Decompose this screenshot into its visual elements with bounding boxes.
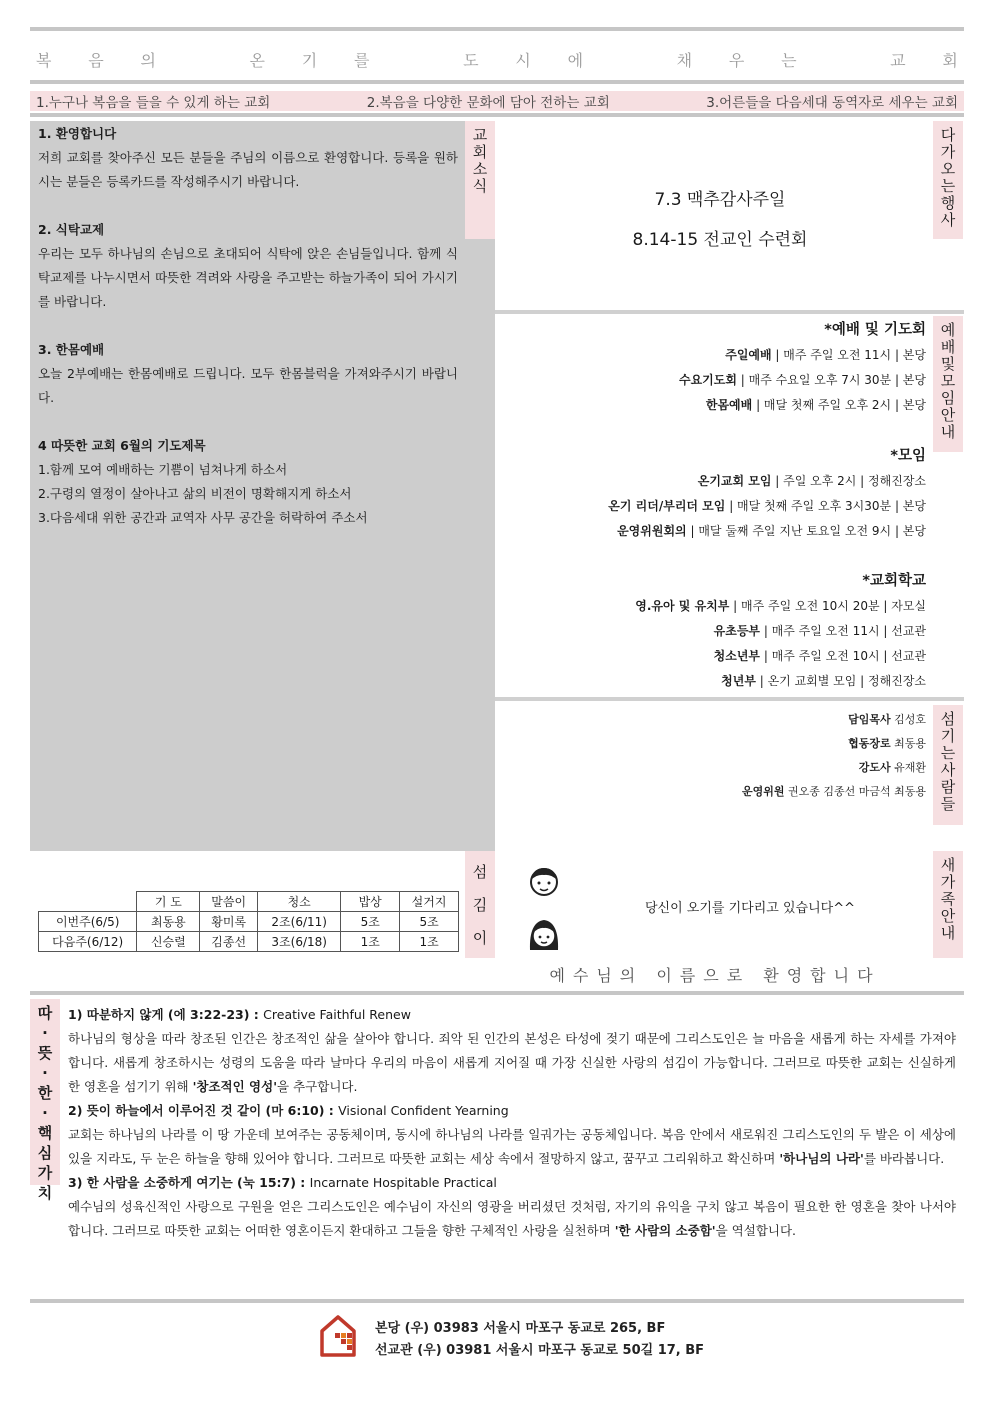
core-tab-char: 심 — [37, 1144, 53, 1162]
core-values — [68, 1003, 956, 1243]
staff-row: 협동장로 최동용 — [848, 737, 926, 750]
school-header: *교회학교 — [862, 573, 926, 589]
table-header: 밥상 — [341, 892, 400, 912]
goal-item: 3.어른들을 다음세대 동역자로 세우는 교회 — [706, 95, 958, 111]
table-header-row — [39, 892, 459, 912]
schedule-row: 영.유아 및 유치부 | 매주 주일 오전 10시 20분 | 자모실 — [635, 599, 926, 613]
worship-header: *예배 및 기도회 — [824, 322, 926, 338]
news-body: 우리는 모두 하나님의 손님으로 초대되어 식탁에 앉은 손님들입니다. 함께 식탁교제를 나누시면서 따뜻한 격려와 사랑을 주고받는 하늘가족이 되어 가시기를 바랍니다. — [38, 246, 458, 309]
newfamily-tab-label: 새가족안내 — [933, 851, 963, 958]
serve-tab-char: 김 — [472, 896, 488, 914]
table-cell: 김종선 — [200, 932, 258, 952]
table-header: 설거지 — [400, 892, 459, 912]
core-value-body: 하나님의 형상을 따라 창조된 인간은 창조적인 삶을 살아야 합니다. 죄악 된 인간의 본성은 타성에 젖기 때문에 그리스도인은 늘 마음을 새롭게 하는 자세를 가져야합니다. 새롭게 창조하시는 성령의 도움을 따라 날마다 우리의 마음이 새롭게 지어질 때 가장 신실한 사랑의 섬김이 가능합니다. 그러므로 따뜻한 교회는 신실하게 한 영혼을 섬기기 위해 '창조적인 영성'을 추구합니다. — [68, 1031, 957, 1094]
core-rule — [30, 991, 964, 995]
motto-char: 온 — [249, 51, 265, 70]
motto-char: 회 — [942, 51, 958, 70]
core-tab-char: 한 — [37, 1084, 53, 1102]
newcomer-message: 당신이 오기를 기다리고 있습니다^^ — [645, 901, 855, 916]
table-header: 기 도 — [137, 892, 200, 912]
motto-char: 우 — [728, 51, 745, 70]
motto-char: 도 — [463, 51, 479, 70]
core-tab-char: 가 — [37, 1164, 53, 1182]
news-panel-strip — [465, 239, 495, 851]
motto-char: 에 — [567, 51, 584, 70]
church-motto — [36, 48, 958, 70]
news-title: 2. 식탁교제 — [38, 222, 105, 237]
address-line: 본당 (우) 03983 서울시 마포구 동교로 265, BF — [375, 1321, 666, 1336]
motto-char — [833, 48, 853, 70]
core-tab-char: 치 — [37, 1184, 53, 1202]
footer-rule — [30, 1299, 964, 1303]
motto-char: 음 — [88, 51, 104, 70]
prayer-item: 2.구령의 열정이 살아나고 삶의 비전이 명확해지게 하소서 — [38, 486, 352, 501]
welcome-banner: 예수님의 이름으로 환영합니다 — [549, 966, 881, 985]
motto-char — [193, 48, 213, 70]
school-schedule — [500, 569, 926, 694]
duty-table — [38, 891, 459, 952]
table-row — [39, 932, 459, 952]
news-title: 1. 환영합니다 — [38, 126, 117, 141]
schedule-row: 주일예배 | 매주 주일 오전 11시 | 본당 — [725, 348, 926, 362]
table-header: 말씀이 — [200, 892, 258, 912]
motto-rule — [30, 80, 964, 84]
core-values-tab — [30, 999, 60, 1202]
table-cell: 황미록 — [200, 912, 258, 932]
table-cell: 최동용 — [137, 912, 200, 932]
motto-char — [620, 48, 640, 70]
staff-row: 강도사 유재환 — [858, 761, 926, 774]
core-tab-char: · — [42, 1024, 48, 1042]
table-cell: 1조 — [341, 932, 400, 952]
core-tab-char: 따 — [37, 1004, 53, 1022]
table-cell: 5조 — [341, 912, 400, 932]
meeting-schedule — [500, 444, 926, 544]
staff-row: 담임목사 김성호 — [848, 713, 926, 726]
event-item: 8.14-15 전교인 수련회 — [632, 230, 808, 250]
goal-item: 1.누구나 복음을 들을 수 있게 하는 교회 — [36, 95, 271, 111]
news-tab-label: 교회소식 — [465, 121, 495, 239]
table-cell: 1조 — [400, 932, 459, 952]
table-cell: 5조 — [400, 912, 459, 932]
core-value-body: 예수님의 성육신적인 사랑으로 구원을 얻은 그리스도인은 예수님이 자신의 영광을 버리셨던 것처럼, 자기의 유익을 구치 않고 복음이 필요한 한 영혼을 찾아 나서야 합니다. 그러므로 따뜻한 교회는 어떠한 영혼이든지 환대하고 그들을 향한 구체적인 사랑을 실천하며 '한 사람의 소중함'을 역설합니다. — [68, 1199, 956, 1238]
motto-char: 의 — [140, 51, 156, 70]
serve-tab-char: 섬 — [472, 863, 488, 881]
table-row — [39, 912, 459, 932]
schedule-row: 온기교회 모임 | 주일 오후 2시 | 정해진장소 — [697, 474, 926, 488]
worship-schedule — [500, 318, 926, 418]
news-title: 3. 한몸예배 — [38, 342, 105, 357]
events-tab-label: 다가오는행사 — [933, 121, 963, 239]
news-body: 저희 교회를 찾아주신 모든 분들을 주님의 이름으로 환영합니다. 등록을 원하시는 분들은 등록카드를 작성해주시기 바랍니다. — [38, 150, 458, 189]
table-cell — [39, 892, 137, 912]
core-tab-char: 뜻 — [37, 1044, 53, 1062]
motto-char: 를 — [354, 51, 370, 70]
core-value-title: 2) 뜻이 하늘에서 이루어진 것 같이 (마 6:10) : Visional Confident Yearning — [68, 1103, 509, 1118]
core-value-title: 1) 따분하지 않게 (에 3:22-23) : Creative Faithful Renew — [68, 1007, 411, 1022]
table-header: 청소 — [258, 892, 341, 912]
footer-address — [375, 1318, 704, 1362]
goals-rule — [30, 113, 964, 117]
motto-char: 시 — [515, 51, 531, 70]
goal-item: 2.복음을 다양한 문화에 담아 전하는 교회 — [366, 95, 610, 111]
serve-tab-label — [465, 851, 495, 958]
motto-char: 는 — [781, 51, 797, 70]
table-cell: 2조(6/11) — [258, 912, 341, 932]
table-cell: 이번주(6/5) — [39, 912, 137, 932]
section-divider — [495, 310, 964, 314]
event-item: 7.3 맥추감사주일 — [654, 190, 786, 210]
table-cell: 다음주(6/12) — [39, 932, 137, 952]
schedule-row: 청년부 | 온기 교회별 모임 | 정해진장소 — [721, 674, 926, 688]
motto-char: 교 — [890, 51, 906, 70]
staff-tab-label: 섬기는사람들 — [933, 705, 963, 825]
section-divider — [495, 697, 964, 701]
motto-char: 복 — [36, 51, 52, 70]
schedule-row: 유초등부 | 매주 주일 오전 11시 | 선교관 — [713, 624, 926, 638]
upcoming-events — [520, 180, 920, 260]
table-cell: 신승렬 — [137, 932, 200, 952]
boy-face-icon — [527, 864, 561, 898]
serve-tab-char: 이 — [472, 929, 488, 947]
staff-row: 운영위원 권오종 김종선 마금석 최동용 — [741, 785, 926, 798]
news-body: 오늘 2부예배는 한몸예배로 드립니다. 모두 한몸블럭을 가져와주시기 바랍니다. — [38, 366, 458, 405]
girl-face-icon — [527, 916, 561, 952]
prayer-item: 1.함께 모여 예배하는 기쁨이 넘쳐나게 하소서 — [38, 462, 288, 477]
prayer-item: 3.다음세대 위한 공간과 교역자 사무 공간을 허락하여 주소서 — [38, 510, 368, 525]
address-line: 선교관 (우) 03981 서울시 마포구 동교로 50길 17, BF — [375, 1343, 705, 1358]
church-goals — [30, 91, 964, 111]
motto-char — [406, 48, 426, 70]
news-content — [38, 122, 458, 530]
core-tab-char: · — [42, 1064, 48, 1082]
schedule-row: 수요기도회 | 매주 수요일 오후 7시 30분 | 본당 — [679, 373, 926, 387]
meeting-header: *모임 — [890, 448, 926, 464]
schedule-row: 운영위원회의 | 매달 둘째 주일 지난 토요일 오전 9시 | 본당 — [617, 524, 926, 538]
top-rule — [30, 27, 964, 31]
schedule-row: 온기 리더/부리더 모임 | 매달 첫째 주일 오후 3시30분 | 본당 — [608, 499, 926, 513]
core-value-title: 3) 한 사람을 소중하게 여기는 (눅 15:7) : Incarnate Hospitable Practical — [68, 1175, 497, 1190]
motto-char: 채 — [676, 51, 693, 70]
staff-list — [500, 708, 926, 804]
schedule-row: 청소년부 | 매주 주일 오전 10시 | 선교관 — [713, 649, 926, 663]
service-tab-label: 예배및모임안내 — [933, 316, 963, 452]
motto-char: 기 — [301, 51, 318, 70]
church-logo-icon — [318, 1313, 358, 1359]
schedule-row: 한몸예배 | 매달 첫째 주일 오후 2시 | 본당 — [705, 398, 926, 412]
core-tab-char: 핵 — [37, 1124, 53, 1142]
news-title: 4 따뜻한 교회 6월의 기도제목 — [38, 438, 206, 453]
core-tab-char: · — [42, 1104, 48, 1122]
table-cell: 3조(6/18) — [258, 932, 341, 952]
core-value-body: 교회는 하나님의 나라를 이 땅 가운데 보여주는 공동체이며, 동시에 하나님의 나라를 일궈가는 공동체입니다. 복음 안에서 새로워진 그리스도인의 두 발은 이 세상에 있을 지라도, 두 눈은 하늘을 향해 있어야 합니다. 그러므로 따뜻한 교회는 세상 속에서 절망하지 않고, 꿈꾸고 그리워하고 확신하며 '하나님의 나라'를 바라봅니다. — [68, 1127, 956, 1166]
